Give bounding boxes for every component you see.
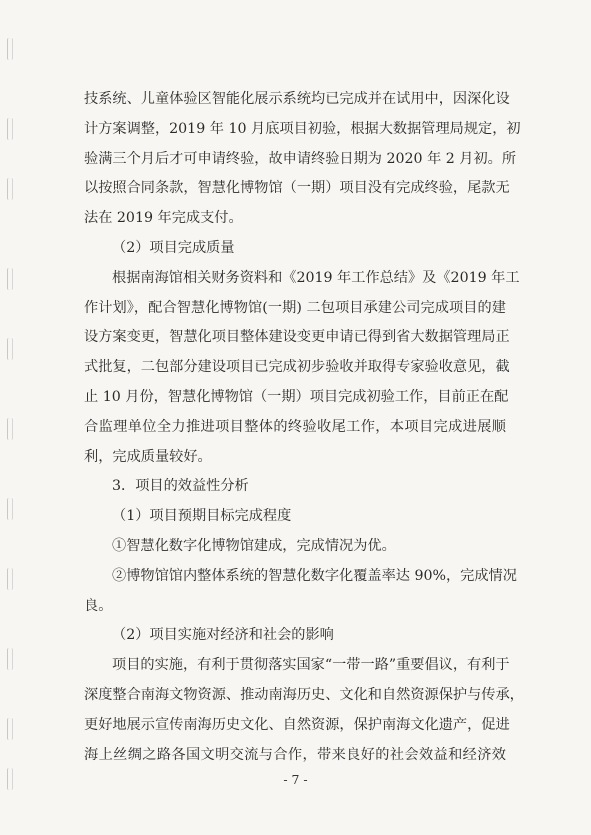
body-line: 技系统、儿童体验区智能化展示系统均已完成并在试用中，因深化设	[84, 91, 510, 107]
page-number: - 7 -	[283, 772, 308, 787]
section-heading: （2）项目完成质量	[112, 239, 235, 256]
binding-hole-marks	[4, 0, 18, 835]
body-line: 作计划》，配合智慧化博物馆(一期) 二包项目承建公司完成项目的建	[84, 299, 506, 316]
list-item-continuation: 良。	[84, 597, 113, 614]
body-line: 法在 2019 年完成支付。	[84, 210, 243, 227]
body-line: 更好地展示宣传南海历史文化、自然资源，保护南海文化遗产，促进	[84, 716, 510, 733]
list-item: ①智慧化数字化博物馆建成，完成情况为优。	[112, 537, 396, 554]
body-line: 项目的实施，有利于贯彻落实国家“一带一路”重要倡议，有利于	[112, 657, 510, 674]
body-line: 设方案变更，智慧化项目整体建设变更申请已得到省大数据管理局正	[84, 329, 510, 346]
body-line: 海上丝绸之路各国文明交流与合作，带来良好的社会效益和经济效	[84, 746, 506, 763]
body-line: 验满三个月后才可申请终验，故申请终验日期为 2020 年 2 月初。所	[84, 150, 517, 167]
body-line: 根据南海馆相关财务资料和《2019 年工作总结》及《2019 年工	[112, 269, 520, 286]
body-line: 式批复，二包部分建设项目已完成初步验收并取得专家验收意见，截	[84, 359, 510, 376]
body-line: 计方案调整，2019 年 10 月底项目初验，根据大数据管理局规定，初	[84, 120, 521, 137]
body-line: 利，完成质量较好。	[84, 448, 212, 465]
document-body	[84, 85, 524, 770]
list-item: ②博物馆馆内整体系统的智慧化数字化覆盖率达 90%，完成情况	[112, 567, 517, 584]
section-heading: 3．项目的效益性分析	[112, 478, 249, 495]
body-line: 深度整合南海文物资源、推动南海历史、文化和自然资源保护与传承，	[84, 686, 524, 703]
body-line: 以按照合同条款，智慧化博物馆（一期）项目没有完成终验，尾款无	[84, 180, 510, 197]
section-heading: （2）项目实施对经济和社会的影响	[112, 627, 334, 644]
section-heading: （1）项目预期目标完成程度	[112, 508, 292, 525]
body-line: 止 10 月份，智慧化博物馆（一期）项目完成初验工作，目前正在配	[84, 388, 509, 405]
body-line: 合监理单位全力推进项目整体的终验收尾工作，本项目完成进展顺	[84, 418, 506, 435]
